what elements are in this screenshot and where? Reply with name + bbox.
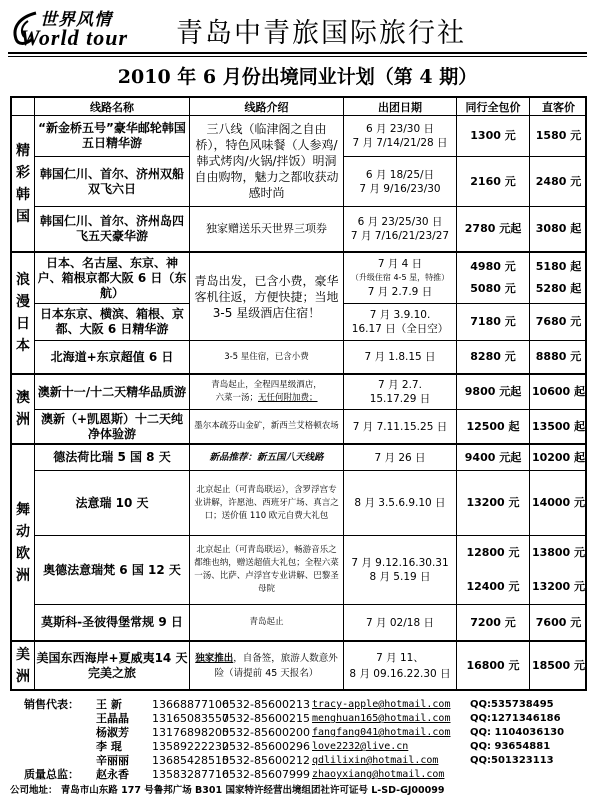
header — [6, 3, 589, 51]
contact-email[interactable]: fangfang041@hotmail.com — [312, 727, 451, 738]
quality-label: 质量总监： — [24, 768, 79, 781]
contact-tel: 0532-85607999 — [222, 768, 310, 781]
route-k2: 韩国仁川、首尔、济州双船双飞六日 — [39, 166, 184, 196]
peer-m1: 16800 元 — [466, 658, 520, 672]
dates-j3: 7 月 1.8.15 日 — [364, 351, 436, 363]
intro-e3: 北京起止（可青岛联运），畅游音乐之都维也纳，赠送超值大礼包；全程六菜一汤、比萨、卢浮宫专业讲解、巴黎圣母院 — [194, 545, 339, 594]
contact-tel: 0532-85600296 — [222, 740, 310, 753]
col-header-route: 线路名称 — [90, 100, 134, 114]
peer-j3: 8280 元 — [470, 350, 516, 363]
region-australia: 澳洲 — [16, 390, 30, 428]
company-address: 公司地址： 青岛市山东路 177 号鲁邦广场 B301 国家特许经营出境组团社许可证号 L-SD-GJ00099 — [10, 785, 445, 796]
route-k3: 韩国仁川、首尔、济州岛四飞五天豪华游 — [39, 214, 184, 243]
contact-name: 赵永香 — [96, 768, 129, 781]
dates-k1: 6 月 23/30 日 7 月 7/14/21/28 日 — [352, 123, 448, 149]
contact-tel: 0532-85600212 — [222, 754, 310, 767]
contact-mobile: 13589222232 — [152, 740, 229, 753]
direct-e1: 10200 起 — [531, 450, 586, 464]
contacts-footer — [0, 696, 595, 794]
col-header-dates: 出团日期 — [378, 100, 422, 114]
page-title: 2010 年 6 月份出境同业计划（第 4 期） — [117, 66, 478, 88]
contact-qq: QQ: 1104036130 — [470, 727, 565, 738]
dates-j1: 7 月 4 日 （升级住宿 4-5 星，特推） 7 月 2.7.9 日 — [350, 258, 450, 298]
route-j3: 北海道+东京超值 6 日 — [50, 349, 174, 364]
logo-chinese-text: 世界风情 — [40, 10, 112, 30]
contact-qq: QQ:535738495 — [470, 699, 554, 710]
dates-k2: 6 月 18/25/日 7 月 9/16/23/30 — [359, 168, 441, 195]
route-j2: 日本东京、横滨、箱根、京都、大阪 6 日精华游 — [39, 307, 184, 336]
peer-a2: 12500 起 — [466, 419, 520, 433]
direct-k1: 1580 元 — [535, 129, 582, 142]
dates-e2: 8 月 3.5.6.9.10 日 — [354, 497, 446, 509]
tour-table — [10, 96, 587, 691]
direct-j1: 5180 起 5280 起 — [535, 260, 582, 295]
contact-qq: QQ: 93654881 — [470, 741, 551, 752]
direct-j2: 7680 元 — [535, 315, 582, 328]
contact-mobile: 13583287716 — [152, 768, 229, 781]
contact-email[interactable]: zhaoyxiang@hotmail.com — [312, 769, 445, 780]
region-europe: 舞动欧洲 — [16, 501, 30, 584]
dates-a2: 7 月 7.11.15.25 日 — [352, 420, 448, 433]
region-korea: 精彩韩国 — [16, 142, 30, 225]
company-name: 青岛中青旅国际旅行社 — [176, 18, 466, 49]
header-rule — [8, 52, 587, 54]
route-e4: 莫斯科-圣彼得堡常规 9 日 — [41, 615, 183, 629]
contact-name: 李 琨 — [96, 740, 122, 753]
dates-k3: 6 月 23/25/30 日 7 月 7/16/21/23/27 — [350, 216, 450, 242]
contact-mobile: 13668877106 — [152, 698, 229, 711]
route-j1: 日本、名古屋、东京、神户、箱根京都大阪 6 日（东航） — [37, 255, 187, 300]
route-k1: “新金桥五号”豪华邮轮韩国五日精华游 — [38, 121, 186, 150]
header-rule-thin — [8, 56, 587, 57]
contact-name: 王 新 — [96, 698, 122, 711]
contact-name: 辛丽丽 — [96, 754, 129, 767]
direct-e4: 7600 元 — [535, 615, 582, 629]
intro-a2: 墨尔本疏芬山金矿，新西兰艾格顿农场 — [194, 421, 339, 431]
col-header-intro: 线路介绍 — [244, 100, 289, 114]
route-a1: 澳新十一/十二天精华品质游 — [37, 384, 187, 399]
contact-email[interactable]: menghuan165@hotmail.com — [312, 713, 451, 724]
route-e3: 奥德法意瑞梵 6 国 12 天 — [43, 562, 181, 577]
route-m1: 美国东西海岸+夏威夷14 天完美之旅 — [36, 650, 188, 680]
direct-k2: 2480 元 — [535, 174, 582, 188]
intro-e2: 北京起止（可青岛联运），含罗浮宫专业讲解，许愿池、西班牙广场、真言之口；送价值 110 欧元自费大礼包 — [194, 484, 339, 521]
peer-a1: 9800 元起 — [464, 385, 522, 398]
route-e1: 德法荷比瑞 5 国 8 天 — [53, 450, 171, 464]
contact-email[interactable]: love2232@live.cn — [312, 741, 409, 752]
peer-e2: 13200 元 — [466, 496, 520, 509]
intro-e4: 青岛起止 — [249, 617, 284, 627]
direct-e3: 13800 元 13200 元 — [531, 546, 586, 593]
contact-tel: 0532-85600213 — [222, 698, 310, 711]
intro-e1: 新品推荐： 新五国八天线路 — [209, 452, 324, 463]
region-america: 美洲 — [16, 646, 30, 685]
direct-a2: 13500 起 — [531, 419, 586, 433]
route-a2: 澳新（+凯恩斯）十二天纯净体验游 — [40, 411, 184, 441]
peer-e3: 12800 元 12400 元 — [466, 546, 520, 593]
region-japan: 浪漫日本 — [16, 272, 30, 354]
contact-qq: QQ:501323113 — [470, 755, 554, 766]
dates-m1: 7 月 11、 8 月 09.16.22.30 日 — [349, 651, 451, 680]
col-header-direct-price: 直客价 — [542, 100, 575, 114]
peer-j1: 4980 元 5080 元 — [470, 260, 516, 295]
peer-k1: 1300 元 — [470, 129, 516, 142]
peer-e1: 9400 元起 — [464, 450, 522, 464]
col-header-peer-price: 同行全包价 — [465, 100, 521, 114]
contact-mobile: 13176898205 — [152, 726, 229, 739]
sales-label: 销售代表： — [24, 698, 79, 711]
intro-japan: 青岛出发，已含小费，豪华客机往返，方便快捷；当地 3-5 星级酒店住宿！ — [194, 273, 339, 320]
direct-m1: 18500 元 — [531, 658, 586, 672]
direct-j3: 8880 元 — [535, 350, 582, 363]
dates-j2: 7 月 3.9.10. 16.17 日（全日空） — [351, 309, 449, 335]
dates-a1: 7 月 2.7. 15.17.29 日 — [369, 379, 431, 405]
direct-k3: 3080 起 — [535, 222, 582, 235]
peer-k3: 2780 元起 — [464, 222, 522, 235]
contact-name: 王晶晶 — [96, 712, 129, 725]
company-logo — [10, 5, 170, 49]
intro-k3: 独家赠送乐天世界三项券 — [206, 222, 327, 235]
peer-e4: 7200 元 — [470, 615, 516, 629]
direct-a1: 10600 起 — [531, 385, 586, 398]
dates-e3: 7 月 9.12.16.30.31 8 月 5.19 日 — [351, 557, 449, 583]
direct-e2: 14000 元 — [531, 496, 586, 509]
intro-m1: 独家推出，自备签，旅游人数意外险（请提前 45 天报名） — [195, 652, 338, 679]
contact-qq: QQ:1271346186 — [470, 713, 561, 724]
intro-j3: 3-5 星住宿，已含小费 — [224, 351, 309, 362]
contact-email[interactable]: qdlilixin@hotmail.com — [312, 755, 439, 766]
contact-email[interactable]: tracy-apple@hotmail.com — [312, 699, 451, 710]
contact-tel: 0532-85600215 — [222, 712, 310, 725]
peer-j2: 7180 元 — [470, 315, 516, 328]
intro-a1: 青岛起止，全程四星级酒店， 六菜一汤；无任何附加费； — [211, 380, 322, 403]
contact-mobile: 13165083557 — [152, 712, 229, 725]
logo-english-text: World tour — [20, 25, 129, 50]
contact-tel: 0532-85600200 — [222, 726, 310, 739]
dates-e1: 7 月 26 日 — [374, 451, 426, 464]
contact-name: 杨淑芳 — [96, 726, 129, 739]
peer-k2: 2160 元 — [470, 174, 516, 188]
intro-korea: 三八线（临津阁之自由桥），特色风味餐（人参鸡/韩式烤肉/火锅/拌饭）明洞自由购物，魅力之都收获动感时尚 — [194, 122, 339, 200]
contact-mobile: 13685428515 — [152, 754, 229, 767]
route-e2: 法意瑞 10 天 — [75, 495, 149, 510]
dates-e4: 7 月 02/18 日 — [366, 616, 434, 629]
